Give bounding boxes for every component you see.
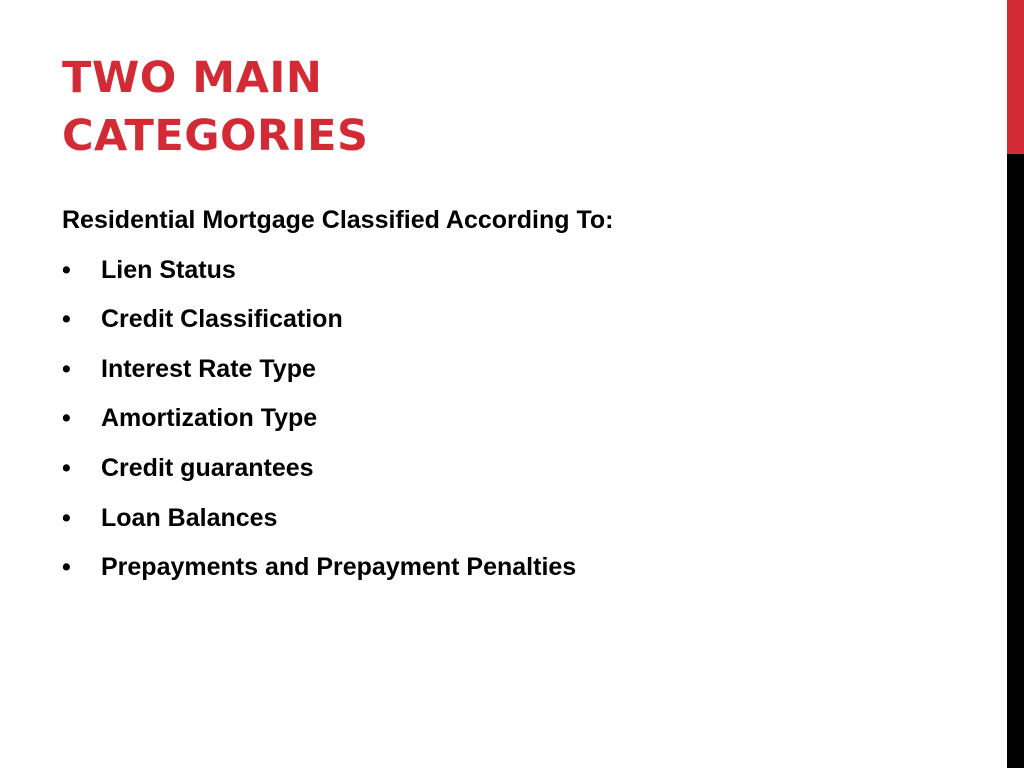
bullet-text: Interest Rate Type	[101, 354, 316, 383]
bullet-text: Lien Status	[101, 255, 236, 284]
bullet-item-prepayments	[62, 551, 962, 601]
bullet-text: Loan Balances	[101, 503, 278, 532]
intro-text: Residential Mortgage Classified According To:	[62, 206, 614, 234]
bullet-text: Amortization Type	[101, 404, 318, 433]
bullet-item-amortization-type	[62, 402, 962, 452]
bullet-text: Credit Classification	[101, 305, 343, 334]
side-bar-black-segment	[1007, 154, 1024, 768]
slide-title	[62, 49, 962, 165]
slide-title-line-1: TWO MAIN	[62, 53, 323, 103]
bullet-item-loan-balances	[62, 502, 962, 552]
bullet-item-interest-rate-type	[62, 353, 962, 403]
bullet-item-lien-status	[62, 254, 962, 304]
bullet-dot-icon: •	[62, 255, 71, 284]
bullet-text: Credit guarantees	[101, 453, 314, 482]
side-accent-bar	[1007, 0, 1024, 768]
side-bar-red-segment	[1007, 0, 1024, 154]
bullet-item-credit-classification	[62, 303, 962, 353]
bullet-text: Prepayments and Prepayment Penalties	[101, 553, 577, 582]
bullet-dot-icon: •	[62, 453, 71, 482]
bullet-item-credit-guarantees	[62, 452, 962, 502]
bullet-dot-icon: •	[62, 553, 71, 582]
bullet-list	[62, 254, 962, 601]
bullet-dot-icon: •	[62, 404, 71, 433]
slide-title-line-2: CATEGORIES	[62, 111, 369, 161]
bullet-dot-icon: •	[62, 305, 71, 334]
slide-body	[62, 204, 962, 601]
bullet-dot-icon: •	[62, 354, 71, 383]
bullet-dot-icon: •	[62, 503, 71, 532]
